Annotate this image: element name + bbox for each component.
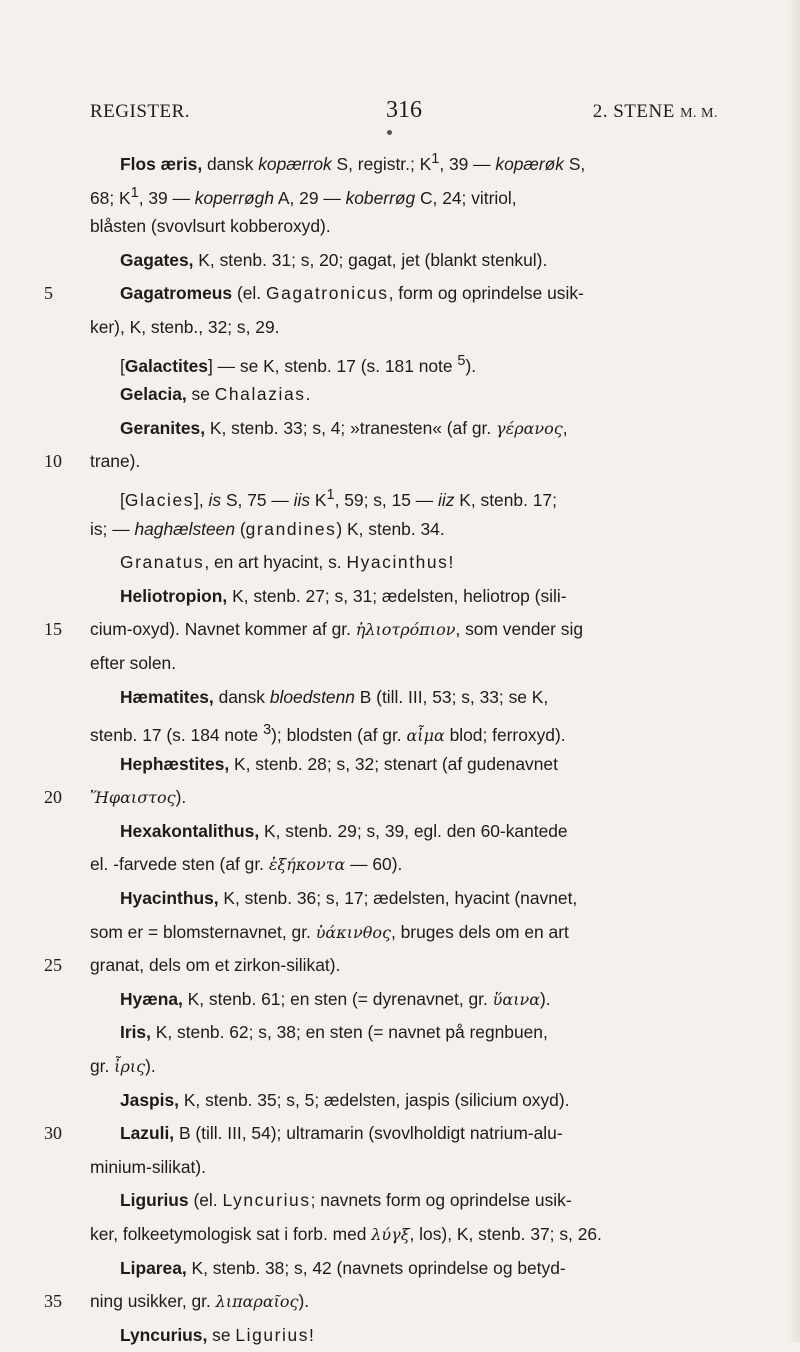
text-line [90, 546, 718, 580]
text-line [90, 580, 718, 614]
page-edge-shadow [786, 0, 800, 1342]
entry-headword: Gagatromeus [120, 283, 233, 304]
superscript: 1 [431, 151, 440, 167]
text-segment: [ [120, 355, 125, 376]
text-line [90, 748, 718, 782]
text-segment: B (till. III, 53; s, 33; se K, [354, 686, 549, 707]
text-segment: ker, folkeetymologisk sat i forb. med [90, 1224, 372, 1244]
text-segment: dansk [202, 153, 259, 174]
text-line [44, 781, 718, 815]
text-line [90, 210, 718, 244]
greek-word: ἡλιοτρόπιον [355, 620, 456, 640]
text-segment: is; — [90, 518, 135, 539]
text-segment: [ [120, 489, 125, 510]
text-segment: , som vender sig [455, 619, 584, 640]
text-line [90, 1151, 718, 1185]
text-line [44, 949, 718, 983]
text-segment: blod; ferroxyd). [444, 724, 566, 745]
text-segment: K, stenb. 33; s, 4; »tranesten« (af gr. [205, 417, 497, 438]
text-segment: blåsten (svovlsurt kobberoxyd). [90, 216, 331, 237]
text-line [44, 1285, 718, 1319]
variant-spelling: iis [293, 489, 311, 510]
text-segment: S, [564, 153, 586, 174]
text-line [90, 647, 718, 681]
text-segment: ); blodsten (af gr. [271, 724, 407, 745]
text-line [90, 1084, 718, 1118]
text-line [90, 983, 718, 1017]
entry-headword: Ligurius [120, 1190, 189, 1211]
text-line [90, 916, 718, 950]
greek-word: ἶρις [114, 1057, 146, 1077]
text-segment: . [305, 384, 311, 405]
text-segment: , 39 — [138, 187, 195, 208]
text-line [90, 1184, 718, 1218]
text-segment: K, stenb. 27; s, 31; ædelsten, heliotrop (sili- [227, 585, 567, 606]
spaced-term: grandines [245, 518, 337, 539]
variant-spelling: haghælsteen [134, 518, 236, 539]
text-line [90, 1319, 718, 1352]
spaced-term: Ligurius [235, 1324, 310, 1345]
text-segment: K, stenb. 36; s, 17; ædelsten, hyacint (navnet, [218, 888, 578, 909]
text-segment: K, stenb. 38; s, 42 (navnets oprindelse og betyd- [186, 1257, 566, 1278]
text-segment: ). [298, 1291, 310, 1312]
text-segment: — 60). [345, 854, 403, 875]
text-line [90, 244, 718, 278]
text-segment: S, registr.; K [331, 153, 432, 174]
entry-headword: Lazuli, [120, 1123, 175, 1144]
text-line [90, 378, 718, 412]
text-line [44, 613, 718, 647]
spaced-term: Granatus [120, 552, 205, 573]
variant-spelling: kopærrok [258, 153, 332, 174]
text-segment: ). [540, 988, 551, 1009]
text-line [90, 143, 718, 177]
text-segment: efter solen. [90, 652, 177, 673]
entry-headword: Liparea, [120, 1257, 187, 1278]
text-segment: , 59; s, 15 — [334, 489, 438, 510]
superscript: 1 [130, 184, 139, 201]
superscript: 3 [263, 722, 272, 739]
text-segment: granat, dels om et zirkon-silikat). [90, 955, 341, 976]
greek-word: ὑάκινθος [315, 922, 391, 942]
superscript: 5 [457, 352, 466, 369]
spaced-term: Glacies [124, 489, 195, 510]
entry-headword: Hyacinthus, [120, 888, 219, 909]
text-segment: som er = blomsternavnet, gr. [90, 921, 316, 942]
spaced-term: Gagatronicus [265, 283, 389, 304]
text-line [90, 815, 718, 849]
greek-word: λιπαραῖος [215, 1292, 299, 1312]
text-line [44, 1117, 718, 1151]
line-number: 25 [44, 955, 62, 976]
entry-headword: Iris, [120, 1022, 151, 1043]
register-body-text [44, 143, 718, 1352]
text-segment: K, stenb. 31; s, 20; gagat, jet (blankt stenkul). [193, 249, 548, 270]
entry-headword: Geranites, [120, 417, 206, 438]
text-line [90, 412, 718, 446]
variant-spelling: iiz [438, 489, 455, 510]
text-line [90, 1050, 718, 1084]
text-segment: K, stenb. 61; en sten (= dyrenavnet, gr. [182, 988, 493, 1009]
text-line [90, 177, 718, 211]
spaced-term: Hyacinthus [346, 552, 449, 573]
variant-spelling: kopærøk [495, 153, 564, 174]
entry-headword: Heliotropion, [120, 585, 228, 606]
line-number: 30 [44, 1123, 62, 1144]
variant-spelling: koperrøgh [194, 187, 275, 208]
text-segment: se [186, 384, 215, 405]
greek-word: αἷμα [406, 725, 445, 745]
entry-headword: Hexakontalithus, [120, 820, 260, 841]
text-segment: ( [235, 518, 246, 539]
text-segment: ) K, stenb. 34. [336, 518, 445, 539]
text-line [90, 345, 718, 379]
text-segment: , [562, 417, 568, 438]
line-number: 15 [44, 619, 62, 640]
entry-headword: Gagates, [120, 249, 194, 270]
greek-word: λύγξ [371, 1225, 410, 1244]
text-line [90, 681, 718, 715]
text-segment: (el. [232, 283, 266, 304]
variant-spelling: bloedstenn [269, 686, 355, 707]
text-segment: trane). [90, 451, 141, 472]
text-segment: cium-oxyd). Navnet kommer af gr. [90, 619, 356, 640]
text-line [90, 1218, 718, 1252]
text-segment: K, stenb. 62; s, 38; en sten (= navnet på regnbuen, [150, 1022, 548, 1043]
text-line [44, 277, 718, 311]
text-segment: ning usikker, gr. [90, 1291, 216, 1312]
variant-spelling: is [208, 489, 222, 510]
text-segment: K, stenb. 17; [454, 489, 557, 510]
text-line [90, 513, 718, 547]
entry-headword: Hæmatites, [120, 686, 214, 707]
line-number: 20 [44, 787, 62, 808]
text-segment: ). [145, 1056, 156, 1077]
text-line [90, 882, 718, 916]
text-segment: gr. [90, 1056, 115, 1077]
text-segment: ] — se K, stenb. 17 (s. 181 note [207, 355, 458, 376]
text-segment: ; navnets form og oprindelse usik- [310, 1190, 572, 1211]
superscript: 1 [326, 486, 335, 503]
text-segment: 68; K [90, 187, 131, 208]
text-segment: C, 24; vitriol, [415, 187, 517, 208]
text-line [90, 1016, 718, 1050]
text-segment: dansk [213, 686, 270, 707]
text-segment: K [310, 489, 327, 510]
line-number: 10 [44, 451, 62, 472]
spaced-term: Chalazias [214, 384, 306, 405]
text-line [90, 479, 718, 513]
line-number: 5 [44, 283, 53, 304]
text-segment: S, 75 — [221, 489, 294, 510]
text-segment: K, stenb. 28; s, 32; stenart (af gudenavnet [229, 753, 558, 774]
greek-word: γέρανος [496, 418, 563, 438]
text-segment: minium-silikat). [90, 1156, 206, 1177]
entry-headword: Gelacia, [120, 384, 187, 405]
entry-headword: Hyæna, [120, 988, 183, 1009]
entry-headword: Flos æris, [120, 153, 203, 174]
page-number: 316 [386, 97, 422, 123]
text-segment: ). [465, 355, 477, 376]
line-number: 35 [44, 1291, 62, 1312]
text-line [90, 714, 718, 748]
text-segment: , en art hyacint, s. [204, 552, 347, 573]
header-chapter-title [593, 101, 718, 123]
print-speck [387, 130, 392, 135]
text-segment: K, stenb. 29; s, 39, egl. den 60-kantede [259, 820, 568, 841]
entry-headword: Lyncurius, [120, 1324, 208, 1345]
text-segment: K, stenb. 35; s, 5; ædelsten, jaspis (silicium oxyd). [178, 1089, 570, 1110]
header-chapter-prefix: 2. STENE [592, 101, 675, 122]
entry-headword: Galactites [124, 355, 208, 376]
text-segment: el. -farvede sten (af gr. [90, 854, 269, 875]
text-line [90, 311, 718, 345]
text-line [90, 1252, 718, 1286]
greek-word: ἑξήκοντα [268, 855, 346, 875]
entry-headword: Hephæstites, [120, 753, 230, 774]
text-segment: ], [194, 489, 209, 510]
text-segment: (el. [188, 1190, 223, 1211]
text-segment: se [207, 1324, 236, 1345]
text-segment: A, 29 — [274, 187, 346, 208]
text-segment: stenb. 17 (s. 184 note [90, 724, 264, 745]
text-line [90, 848, 718, 882]
text-segment: ). [175, 787, 187, 808]
header-chapter-suffix: M. M. [680, 106, 718, 121]
greek-word: ὕαινα [492, 989, 541, 1009]
entry-headword: Jaspis, [120, 1089, 179, 1110]
text-segment: , los), K, stenb. 37; s, 26. [409, 1224, 602, 1244]
text-segment: , bruges dels om en art [390, 921, 569, 942]
text-segment: ! [448, 552, 454, 573]
running-header [90, 97, 718, 127]
text-line [44, 445, 718, 479]
text-segment: B (till. III, 54); ultramarin (svovlholdigt natrium-alu- [174, 1123, 563, 1144]
variant-spelling: koberrøg [345, 187, 416, 208]
header-section-title: REGISTER. [90, 101, 191, 122]
text-segment: ! [309, 1324, 314, 1345]
text-segment: , form og oprindelse usik- [388, 283, 584, 304]
spaced-term: Lyncurius [222, 1190, 311, 1211]
text-segment: ker), K, stenb., 32; s, 29. [90, 316, 280, 337]
greek-word: Ἥφαιστος [90, 788, 176, 808]
text-segment: , 39 — [439, 153, 496, 174]
